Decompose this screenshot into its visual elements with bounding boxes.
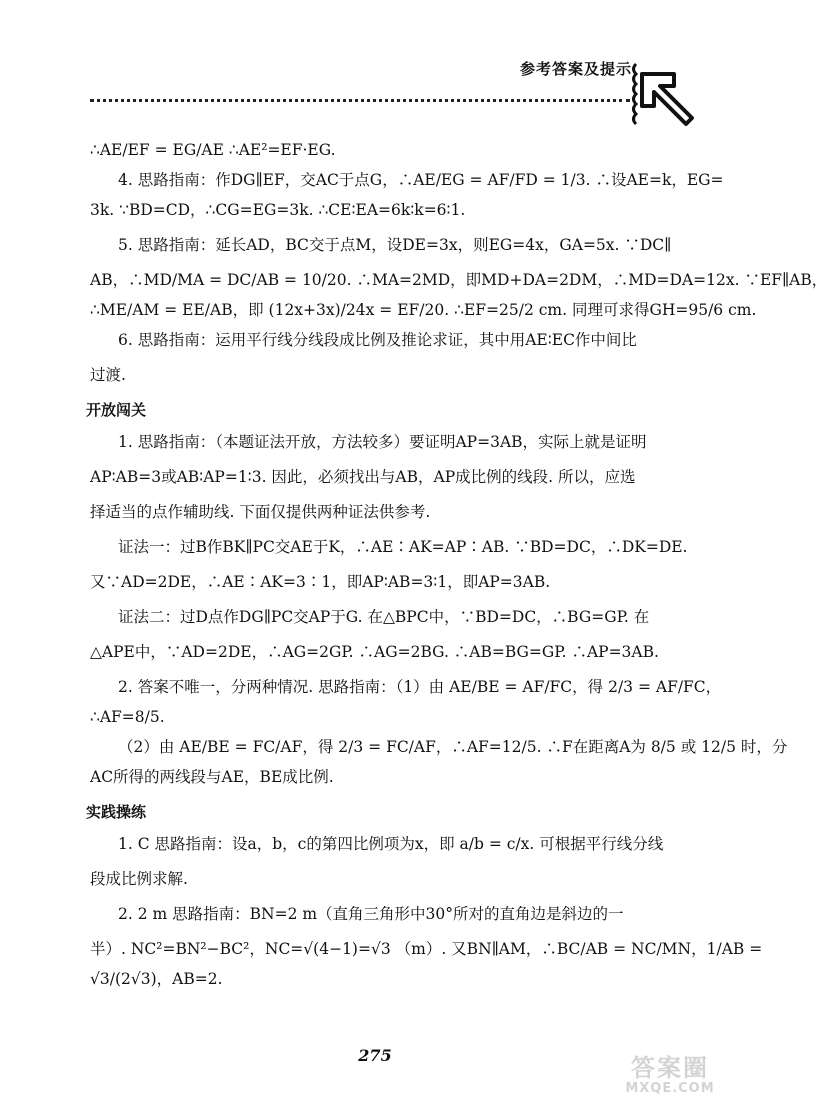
corner-arrow-icon (630, 60, 700, 135)
text-line: 证法一：过B作BK∥PC交AE于K，∴AE∶AK=AP∶AB. ∵BD=DC，∴DK=DE. (118, 538, 688, 556)
text-line: 2. 2 m 思路指南：BN=2 m（直角三角形中30°所对的直角边是斜边的一 (118, 905, 624, 923)
text-line: 半）. NC²=BN²−BC²，NC=√(4−1)=√3 （m）. 又BN∥AM，∴BC/AB = NC/MN，1/AB = (90, 940, 763, 958)
text-line: 3k. ∵BD=CD，∴CG=EG=3k. ∴CE∶EA=6k∶k=6∶1. (90, 201, 466, 219)
text-line: ∴AE/EF = EG/AE ∴AE²=EF·EG. (90, 141, 336, 159)
text-line: 2. 答案不唯一，分两种情况. 思路指南：（1）由 AE/BE = AF/FC，得 2/3 = AF/FC， (118, 678, 722, 696)
text-line: AC所得的两线段与AE，BE成比例. (90, 768, 334, 786)
text-line: ∴AF=8/5. (90, 708, 165, 726)
watermark-text: 答案圈 (631, 1054, 709, 1082)
section-heading-practice: 实践操练 (86, 803, 147, 821)
text-line: 4. 思路指南：作DG∥EF，交AC于点G，∴AE/EG = AF/FD = 1/3. ∴设AE=k，EG= (118, 171, 724, 189)
text-line: （2）由 AE/BE = FC/AF，得 2/3 = FC/AF，∴AF=12/5. ∴F在距离A为 8/5 或 12/5 时，分 (118, 738, 788, 756)
text-line: 段成比例求解. (90, 870, 188, 888)
section-heading-open: 开放闯关 (86, 401, 147, 419)
text-line: 择适当的点作辅助线. 下面仅提供两种证法供参考. (90, 503, 431, 521)
watermark-domain: MXQE.COM (625, 1081, 715, 1096)
header-dotted-rule (90, 99, 630, 102)
text-line: √3/(2√3)，AB=2. (90, 970, 223, 988)
page-number: 275 (358, 1046, 392, 1065)
text-line: 5. 思路指南：延长AD，BC交于点M，设DE=3x，则EG=4x，GA=5x. ∵DC∥ (118, 236, 672, 254)
watermark-logo (606, 1055, 734, 1099)
text-line: AP∶AB=3或AB∶AP=1∶3. 因此，必须找出与AB，AP成比例的线段. 所以，应选 (90, 468, 636, 486)
running-header-title: 参考答案及提示 (519, 60, 632, 78)
text-line: ∴ME/AM = EE/AB，即 (12x+3x)/24x = EF/20. ∴EF=25/2 cm. 同理可求得GH=95/6 cm. (90, 301, 757, 319)
text-line: 过渡. (90, 366, 126, 384)
text-line: 1. 思路指南：（本题证法开放，方法较多）要证明AP=3AB，实际上就是证明 (118, 433, 647, 451)
text-line: 6. 思路指南：运用平行线分线段成比例及推论求证，其中用AE∶EC作中间比 (118, 331, 637, 349)
text-line: 证法二：过D点作DG∥PC交AP于G. 在△BPC中，∵BD=DC，∴BG=GP. 在 (118, 608, 650, 626)
text-line: 1. C 思路指南：设a，b，c的第四比例项为x，即 a/b = c/x. 可根据平行线分线 (118, 835, 664, 853)
text-line: AB，∴MD/MA = DC/AB = 10/20. ∴MA=2MD，即MD+DA=2DM，∴MD=DA=12x. ∵EF∥AB， (90, 271, 827, 289)
answer-content (86, 140, 827, 1004)
text-line: △APE中，∵AD=2DE，∴AG=2GP. ∴AG=2BG. ∴AB=BG=GP. ∴AP=3AB. (90, 643, 659, 661)
text-line: 又∵AD=2DE，∴AE∶AK=3∶1，即AP∶AB=3∶1，即AP=3AB. (90, 573, 551, 591)
